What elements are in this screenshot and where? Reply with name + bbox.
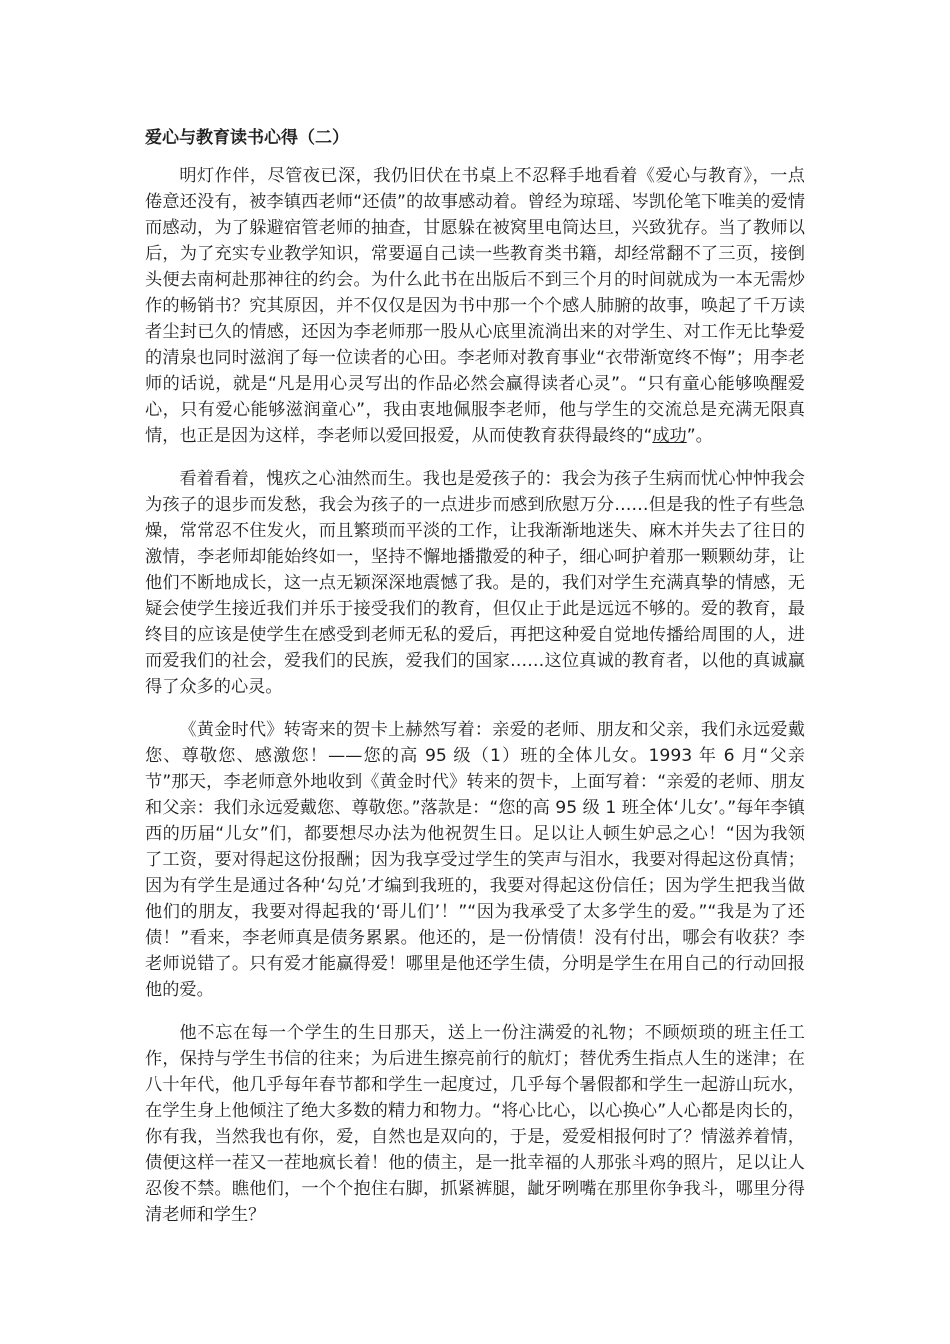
paragraph-1-ending: ”。 [686, 426, 713, 446]
document-title: 爱心与教育读书心得（二） [145, 128, 349, 148]
paragraph-4: 他不忘在每一个学生的生日那天，送上一份注满爱的礼物；不顾烦琐的班主任工作，保持与学生书信的往来；为后进生擦亮前行的航灯；替优秀生指点人生的迷津；在八十年代，他几乎每年春节都和学生一起度过，几乎每个暑假都和学生一起游山玩水，在学生身上他倾注了绝大多数的精力和物力。“将心比心，以心换心”人心都是肉长的，你有我，当然我也有你，爱，自然也是双向的，于是，爱爱相报何时了？情滋养着情，债便这样一茬又一茬地疯长着！他的债主，是一批幸福的人那张斗鸡的照片，足以让人忍俊不禁。瞧他们，一个个抱住右脚，抓紧裤腿，龇牙咧嘴在那里你争我斗，哪里分得清老师和学生？ [145, 1023, 805, 1225]
paragraph-2: 看着看着，愧疚之心油然而生。我也是爱孩子的：我会为孩子生病而忧心忡忡我会为孩子的退步而发愁，我会为孩子的一点进步而感到欣慰万分……但是我的性子有些急燥，常常忍不住发火，而且繁琐而平淡的工作，让我渐渐地迷失、麻木并失去了往日的激情，李老师却能始终如一，坚持不懈地播撒爱的种子，细心呵护着那一颗颗幼芽，让他们不断地成长，这一点无颖深深地震憾了我。是的，我们对学生充满真挚的情感，无疑会使学生接近我们并乐于接受我们的教育，但仅止于此是远远不够的。爱的教育，最终目的应该是使学生在感受到老师无私的爱后，再把这种爱自觉地传播给周围的人，进而爱我们的社会，爱我们的民族，爱我们的国家……这位真诚的教育者，以他的真诚赢得了众多的心灵。 [145, 469, 805, 697]
paragraph-3: 《黄金时代》转寄来的贺卡上赫然写着：亲爱的老师、朋友和父亲，我们永远爱戴您、尊敬您、感激您！——您的高 95 级（1）班的全体儿女。1993 年 6 月“父亲节”那天，李老师意外地收到《黄金时代》转来的贺卡，上面写着：“亲爱的老师、朋友和父亲：我们永远爱戴您、尊敬您。”落款是：“您的高 95 级 1 班全体‘儿女’。”每年李镇西的历届“儿女”们，都要想尽办法为他祝贺生日。足以让人顿生妒忌之心！“因为我领了工资，要对得起这份报酬；因为我享受过学生的笑声与泪水，我要对得起这份真情；因为有学生是通过各种‘勾兑’才编到我班的，我要对得起这份信任；因为学生把我当做他们的朋友，我要对得起我的‘哥儿们’！”“因为我承受了太多学生的爱。”“我是为了还债！”看来，李老师真是债务累累。他还的，是一份情债！没有付出，哪会有收获？李老师说错了。只有爱才能赢得爱！哪里是他还学生债，分明是学生在用自己的行动回报他的爱。 [145, 720, 805, 1000]
paragraph-1-text: 明灯作伴，尽管夜已深，我仍旧伏在书桌上不忍释手地看着《爱心与教育》，一点倦意还没有，被李镇西老师“还债”的故事感动着。曾经为琼瑶、岑凯伦笔下唯美的爱情而感动，为了躲避宿管老师的抽查，甘愿躲在被窝里电筒达旦，兴致犹存。当了教师以后，为了充实专业教学知识，常要逼自己读一些教育类书籍，却经常翻不了三页，接倒头便去南柯赴那神往的约会。为什么此书在出版后不到三个月的时间就成为一本无需炒作的畅销书？究其原因，并不仅仅是因为书中那一个个感人肺腑的故事，唤起了千万读者尘封已久的情感，还因为李老师那一股从心底里流淌出来的对学生、对工作无比挚爱的清泉也同时滋润了每一位读者的心田。李老师对教育事业“衣带渐宽终不悔”；用李老师的话说，就是“凡是用心灵写出的作品必然会赢得读者心灵”。“只有童心能够唤醒爱心，只有爱心能够滋润童心”，我由衷地佩服李老师，他与学生的交流总是充满无限真情，也正是因为这样，李老师以爱回报爱，从而使教育获得最终的“ [145, 166, 805, 446]
underlined-word-success: 成功 [652, 426, 687, 446]
paragraph-1 [145, 163, 805, 449]
document-page [145, 126, 805, 1245]
